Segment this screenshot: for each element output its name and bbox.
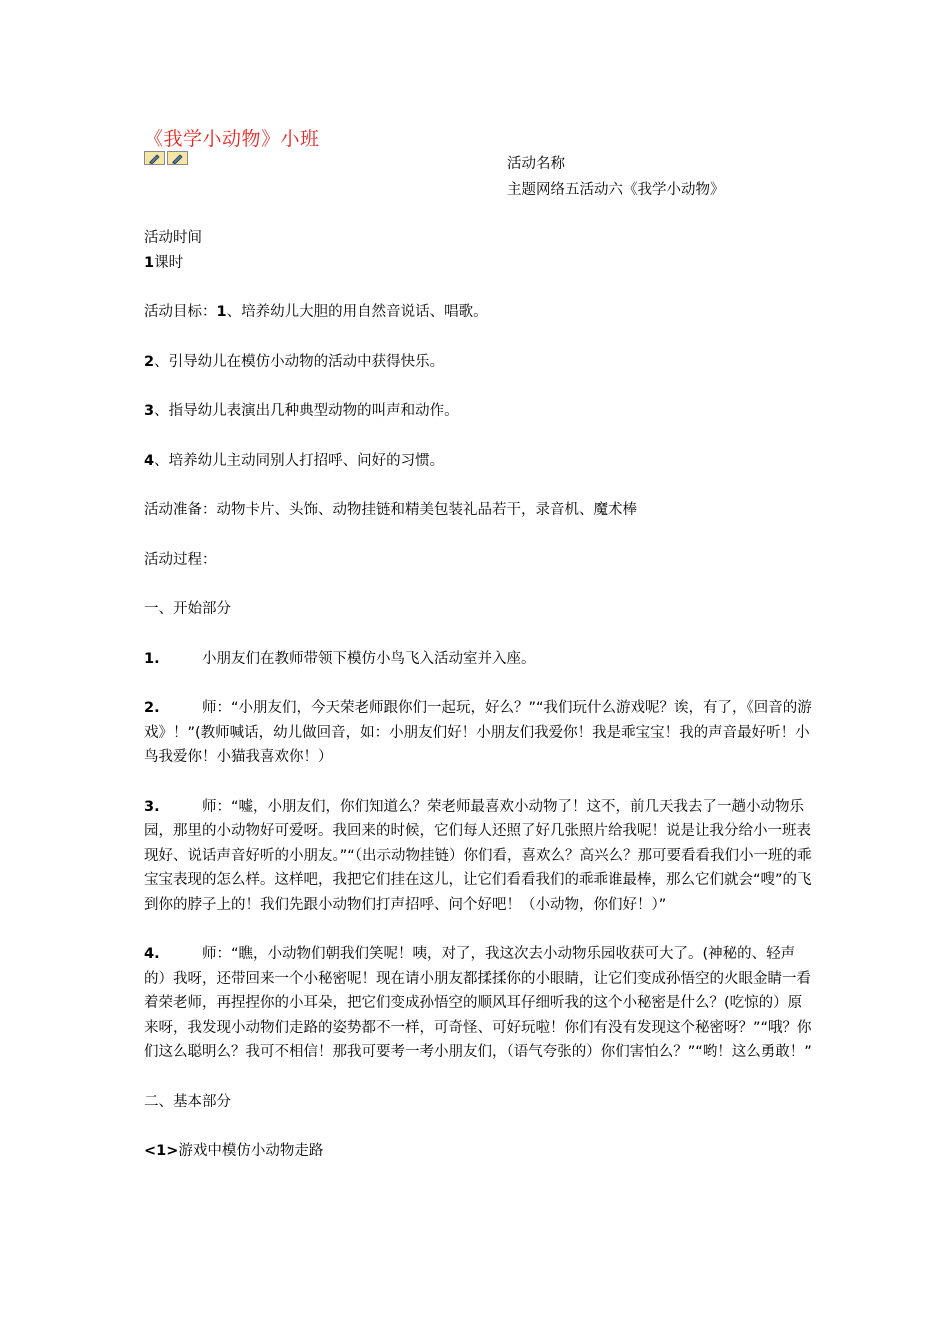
goal-1	[144, 300, 814, 325]
goal-text: 、引导幼儿在模仿小动物的活动中获得快乐。	[154, 353, 445, 370]
goal-number: 4	[144, 452, 155, 469]
pencil-icon	[167, 151, 188, 165]
step-number: 1.	[144, 650, 160, 667]
step-number: 4.	[144, 946, 160, 962]
goals-label: 活动目标：	[144, 304, 217, 320]
step-1	[144, 647, 814, 672]
part2-heading	[144, 1090, 814, 1115]
preparation	[144, 498, 814, 523]
activity-time-block	[144, 226, 814, 275]
goal-3	[144, 399, 814, 424]
step-text: 师：“瞧，小动物们朝我们笑呢！咦，对了，我这次去小动物乐园收获可大了。(神秘的、轻声的）我呀，还带回来一个小秘密呢！现在请小朋友都揉揉你的小眼睛，让它们变成孙悟空的火眼金睛一看着荣老师，再捏捏你的小耳朵，把它们变成孙悟空的顺风耳仔细听我的这个小秘密是什么？(吃惊的）原来呀，我发现小动物们走路的姿势都不一样，可奇怪、可好玩啦！你们有没有发现这个秘密呀？”“哦？你们这么聪明么？我可不相信！那我可要考一考小朋友们，（语气夸张的）你们害怕么？”“哟！这么勇敢！”	[144, 946, 812, 1060]
part1-heading-text: 一、开始部分	[144, 601, 231, 617]
pencil-icon	[144, 151, 165, 165]
goal-2	[144, 350, 814, 375]
activity-name-label: 活动名称	[507, 156, 565, 172]
header-icons	[144, 151, 188, 165]
step-text: 小朋友们在教师带领下模仿小鸟飞入活动室并入座。	[202, 650, 536, 667]
step-number: 3.	[144, 798, 160, 815]
step-number: 2.	[144, 700, 160, 716]
activity-time-value	[144, 251, 814, 276]
sub-section-text: 游戏中模仿小动物走路	[178, 1143, 324, 1159]
preparation-text: 活动准备：动物卡片、头饰、动物挂链和精美包装礼品若干，录音机、魔术棒	[144, 502, 637, 518]
step-4	[144, 942, 814, 1065]
step-text: 师：“小朋友们，今天荣老师跟你们一起玩，好么？”“我们玩什么游戏呢？诶，有了，《回音的游戏》！”(教师喊话，幼儿做回音，如：小朋友们好！小朋友们我爱你！我是乖宝宝！我的声音最好听！小鸟我爱你！小猫我喜欢你！）	[144, 700, 812, 765]
step-3	[144, 795, 814, 918]
sub-section-number: <1>	[144, 1143, 179, 1159]
activity-time-unit: 课时	[154, 254, 184, 271]
goal-number: 2	[144, 353, 155, 370]
process-label-text: 活动过程：	[144, 551, 217, 568]
step-text: 师：“嘘，小朋友们，你们知道么？荣老师最喜欢小动物了！这不，前几天我去了一趟小动物乐园，那里的小动物好可爱呀。我回来的时候，它们每人还照了好几张照片给我呢！说是让我分给小一班表现好、说话声音好听的小朋友。”“（出示动物挂链）你们看，喜欢么？高兴么？那可要看看我们小一班的乖宝宝表现的怎么样。这样吧，我把它们挂在这儿，让它们看看我们的乖乖谁最棒，那么它们就会“嗖”的飞到你的脖子上的！我们先跟小动物们打声招呼、问个好吧！（小动物，你们好！）”	[144, 798, 812, 913]
goal-text: 、指导幼儿表演出几种典型动物的叫声和动作。	[154, 403, 459, 419]
activity-time-number: 1	[144, 254, 155, 271]
process-label	[144, 548, 814, 573]
part2-heading-text: 二、基本部分	[144, 1093, 231, 1110]
goal-number: 3	[144, 403, 155, 419]
goal-text: 、培养幼儿主动同别人打招呼、问好的习惯。	[154, 452, 445, 469]
activity-name-block	[507, 151, 725, 203]
document-body	[144, 226, 814, 1164]
step-2	[144, 696, 814, 770]
part1-heading	[144, 597, 814, 622]
sub-section-1	[144, 1139, 814, 1164]
goal-number: 1	[216, 304, 227, 320]
goal-text: 、培养幼儿大胆的用自然音说话、唱歌。	[226, 304, 488, 320]
activity-name-value: 主题网络五活动六《我学小动物》	[507, 182, 725, 198]
goal-4	[144, 449, 814, 474]
document-title: 《我学小动物》小班	[144, 128, 320, 150]
activity-time-label: 活动时间	[144, 230, 202, 246]
